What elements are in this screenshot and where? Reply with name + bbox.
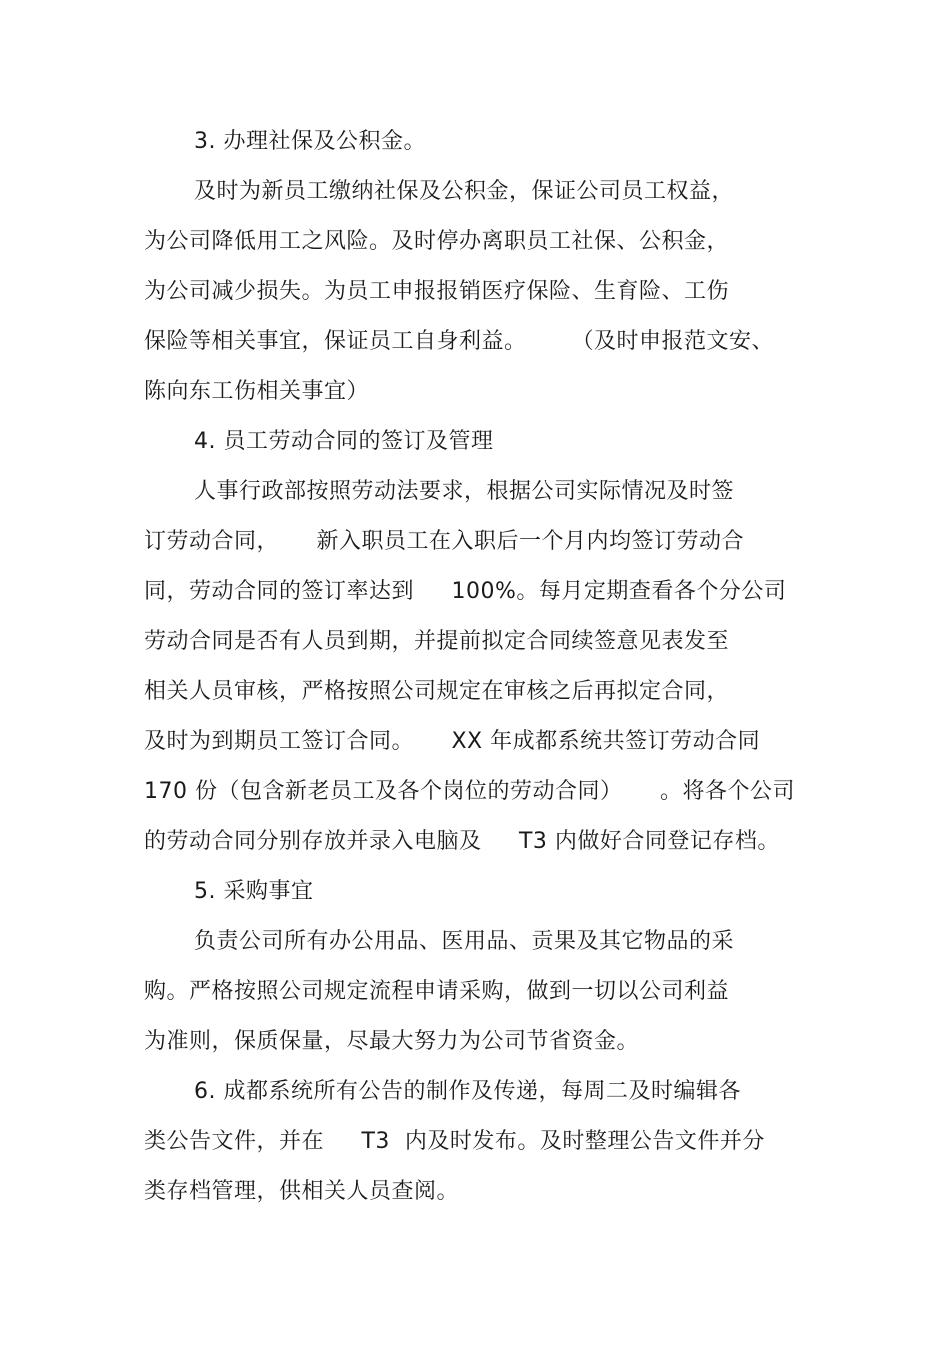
paragraph-line: 为公司减少损失。为员工申报报销医疗保险、生育险、工伤 xyxy=(144,279,730,304)
paragraph-line: 同，劳动合同的签订率达到 100%。每月定期查看各个分公司 xyxy=(144,579,787,604)
section-heading-procurement: 5. 采购事宜 xyxy=(194,879,314,904)
paragraph-line: 170 份（包含新老员工及各个岗位的劳动合同） 。将各个公司 xyxy=(144,779,795,804)
paragraph-line: 类存档管理，供相关人员查阅。 xyxy=(144,1179,460,1204)
section-heading-social-insurance: 3. 办理社保及公积金。 xyxy=(194,129,426,154)
paragraph-line: 及时为到期员工签订合同。 XX 年成都系统共签订劳动合同 xyxy=(144,729,761,754)
section-heading-labor-contract: 4. 员工劳动合同的签订及管理 xyxy=(194,429,494,454)
paragraph-line: 订劳动合同， 新入职员工在入职后一个月内均签订劳动合 xyxy=(144,529,744,554)
paragraph-line: 为公司降低用工之风险。及时停办离职员工社保、公积金， xyxy=(144,229,730,254)
paragraph-line: 人事行政部按照劳动法要求，根据公司实际情况及时签 xyxy=(194,479,735,504)
paragraph-line: 陈向东工伤相关事宜） xyxy=(144,379,370,404)
paragraph-line: 购。严格按照公司规定流程申请采购，做到一切以公司利益 xyxy=(144,979,730,1004)
paragraph-line: 负责公司所有办公用品、医用品、贡果及其它物品的采 xyxy=(194,929,735,954)
paragraph-line: 的劳动合同分别存放并录入电脑及 T3 内做好合同登记存档。 xyxy=(144,829,780,854)
paragraph-line: 保险等相关事宜，保证员工自身利益。 （及时申报范文安、 xyxy=(144,329,774,354)
paragraph-line: 为准则，保质保量，尽最大努力为公司节省资金。 xyxy=(144,1029,640,1054)
paragraph-line: 相关人员审核，严格按照公司规定在审核之后再拟定合同， xyxy=(144,679,730,704)
paragraph-line: 类公告文件，并在 T3 内及时发布。及时整理公告文件并分 xyxy=(144,1129,765,1154)
paragraph-line: 及时为新员工缴纳社保及公积金，保证公司员工权益， xyxy=(194,179,735,204)
section-heading-announcements: 6. 成都系统所有公告的制作及传递，每周二及时编辑各 xyxy=(194,1079,741,1104)
paragraph-line: 劳动合同是否有人员到期，并提前拟定合同续签意见表发至 xyxy=(144,629,730,654)
